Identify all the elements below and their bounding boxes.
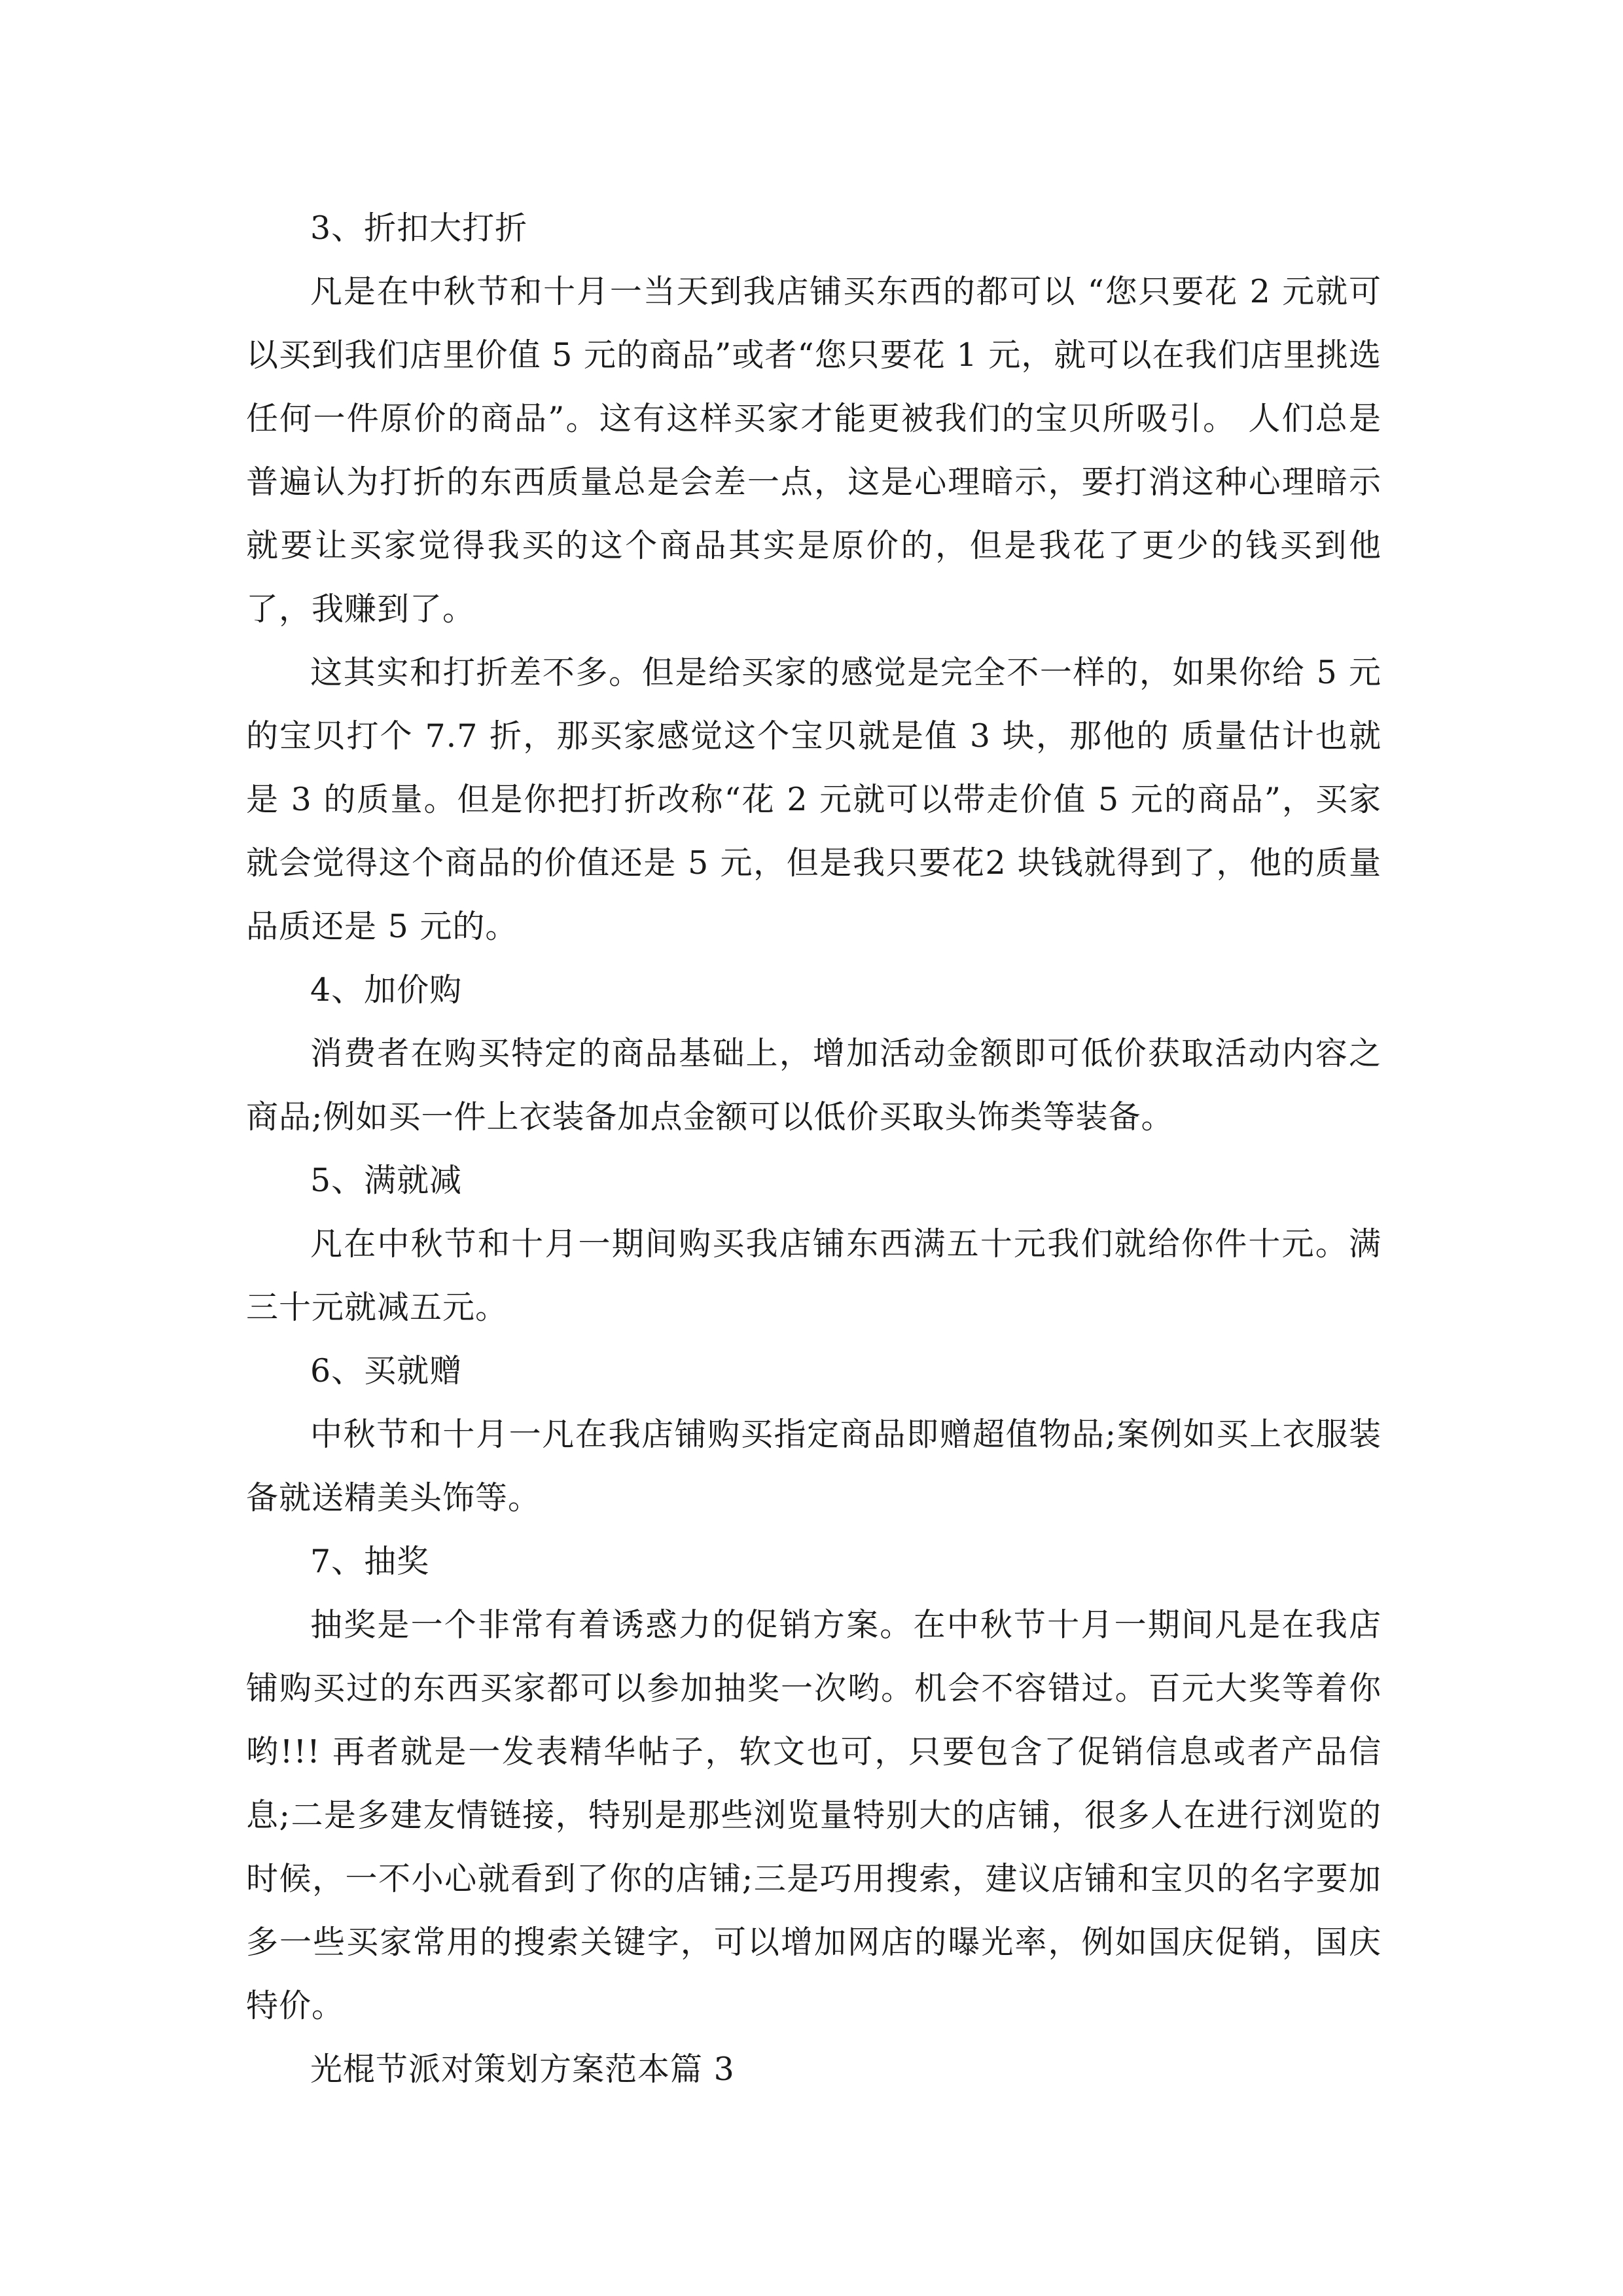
- paragraph-discount-explanation: 这其实和打折差不多。但是给买家的感觉是完全不一样的，如果你给 5 元的宝贝打个 7.7 折，那买家感觉这个宝贝就是值 3 块，那他的 质量估计也就是 3 的质量。但是你把打折改称“花 2 元就可以带走价值 5 元的商品”，买家就会觉得这个商品的价值还是 5 元，但是我只要花2 块钱就得到了，他的质量品质还是 5 元的。: [246, 654, 1382, 945]
- section-heading-add-on-purchase: 4、加价购: [310, 971, 463, 1009]
- paragraph-spend-reduce: 凡在中秋节和十月一期间购买我店铺东西满五十元我们就给你件十元。满三十元就减五元。: [246, 1225, 1382, 1326]
- paragraph-buy-gift: 中秋节和十月一凡在我店铺购买指定商品即赠超值物品;案例如买上衣服装备就送精美头饰等。: [246, 1416, 1382, 1516]
- paragraph-discount-offer: 凡是在中秋节和十月一当天到我店铺买东西的都可以 “您只要花 2 元就可以买到我们店里价值 5 元的商品”或者“您只要花 1 元，就可以在我们店里挑选任何一件原价的商品”。这有这样买家才能更被我们的宝贝所吸引。 人们总是普遍认为打折的东西质量总是会差一点，这是心理暗示，要打消这种心理暗示就要让买家觉得我买的这个商品其实是原价的，但是我花了更少的钱买到他了，我赚到了。: [246, 273, 1382, 628]
- document-body: [246, 196, 1382, 2101]
- paragraph-add-on-purchase: 消费者在购买特定的商品基础上，增加活动金额即可低价获取活动内容之商品;例如买一件上衣装备加点金额可以低价买取头饰类等装备。: [246, 1035, 1382, 1136]
- section-heading-buy-gift: 6、买就赠: [310, 1352, 463, 1390]
- section-heading-lottery: 7、抽奖: [310, 1543, 430, 1580]
- section-heading-discount: 3、折扣大打折: [310, 209, 528, 247]
- next-section-title: 光棍节派对策划方案范本篇 3: [310, 2051, 735, 2088]
- paragraph-lottery: 抽奖是一个非常有着诱惑力的促销方案。在中秋节十月一期间凡是在我店铺购买过的东西买家都可以参加抽奖一次哟。机会不容错过。百元大奖等着你哟!!! 再者就是一发表精华帖子，软文也可，只要包含了促销信息或者产品信息;二是多建友情链接，特别是那些浏览量特别大的店铺，很多人在进行浏览的时候，一不小心就看到了你的店铺;三是巧用搜索，建议店铺和宝贝的名字要加多一些买家常用的搜索关键字，可以增加网店的曝光率，例如国庆促销，国庆特价。: [246, 1606, 1382, 2024]
- section-heading-spend-reduce: 5、满就减: [310, 1162, 463, 1199]
